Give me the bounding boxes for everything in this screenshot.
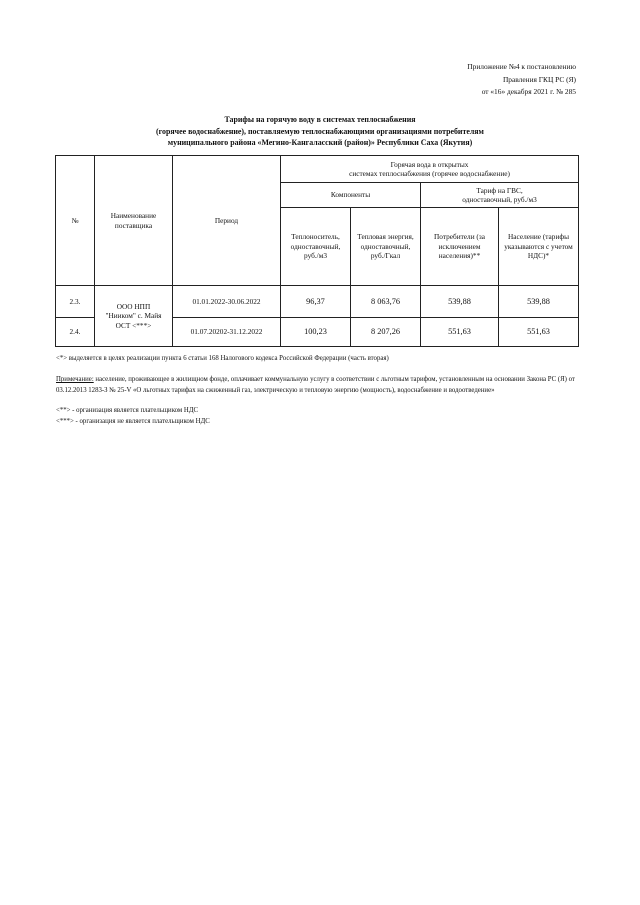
cell-period: 01.07.20202-31.12.2022: [173, 318, 281, 347]
header-num: №: [56, 156, 95, 286]
header-group-line: системах теплоснабжения (горячее водоснабжение): [349, 169, 510, 178]
header-components: Компоненты: [281, 183, 421, 208]
header-supplier: Наименование поставщика: [95, 156, 173, 286]
title-line: Тарифы на горячую воду в системах теплоснабжения: [224, 115, 416, 124]
document-title: [40, 114, 600, 149]
supplier-line: "Нииком" с. Майя: [105, 311, 162, 321]
appendix-reference: [467, 61, 576, 99]
appendix-line: от «16» декабря 2021 г. № 285: [481, 87, 576, 96]
supplier-line: ООО НПП: [116, 301, 151, 311]
supplier-line: ОСТ <***>: [115, 320, 152, 330]
header-consumers: Потребители (за исключением населения)**: [421, 208, 499, 286]
cell-carrier: 96,37: [281, 286, 351, 318]
cell-consumers: 539,88: [421, 286, 499, 318]
title-line: (горячее водоснабжение), поставляемую теплоснабжающими организациями потребителям: [156, 126, 484, 136]
header-tariff-line: одноставочный, руб./м3: [462, 195, 537, 204]
remark-label: Примечание:: [56, 376, 94, 383]
appendix-line: Приложение №4 к постановлению: [467, 62, 576, 71]
header-row: [56, 156, 579, 183]
remark-text: население, проживающее в жилищном фонде, оплачивает коммунальную услугу в соответствии с льготным тарифом, установленным на основании Закона РС (Я) от 03.12.2013 1283-З № 25-V «О льготных тарифах на сжиженный газ, электрическую и тепловую энергию (мощность), водоснабжение и водоотведение»: [56, 376, 575, 394]
title-line: муниципального района «Мегино-Кангаласский (район)» Республики Саха (Якутия): [167, 138, 473, 147]
header-period: Период: [173, 156, 281, 286]
header-hot-water-group: [281, 156, 579, 183]
cell-carrier: 100,23: [281, 318, 351, 347]
cell-population: 539,88: [499, 286, 579, 318]
notes-section: [56, 353, 584, 427]
table-row: [56, 286, 579, 318]
header-tariff-line: Тариф на ГВС,: [476, 185, 523, 195]
cell-population: 551,63: [499, 318, 579, 347]
header-group-line: Горячая вода в открытых: [390, 159, 469, 169]
header-tariff: [421, 183, 579, 208]
cell-energy: 8 063,76: [351, 286, 421, 318]
cell-consumers: 551,63: [421, 318, 499, 347]
header-energy: Тепловая энергия, одноставочный, руб./Гкал: [351, 208, 421, 286]
remark: [56, 374, 584, 396]
header-population: Население (тарифы указываются с учетом НДС)*: [499, 208, 579, 286]
footnote-vat-payer: <**> - организация является плательщиком НДС: [56, 407, 199, 414]
cell-num: 2.4.: [56, 318, 95, 347]
appendix-line: Правления ГКЦ РС (Я): [502, 74, 576, 84]
footnote-vat: <*> выделяется в целях реализации пункта 6 статьи 168 Налогового кодекса Российской Федерации (часть вторая): [56, 355, 389, 362]
cell-num: 2.3.: [56, 286, 95, 318]
cell-period: 01.01.2022-30.06.2022: [173, 286, 281, 318]
footnote-non-vat-payer: <***> - организация не является плательщиком НДС: [56, 418, 210, 425]
cell-energy: 8 207,26: [351, 318, 421, 347]
header-carrier: Теплоноситель, одноставочный, руб./м3: [281, 208, 351, 286]
cell-supplier: [95, 286, 173, 347]
tariff-table: [55, 155, 579, 347]
